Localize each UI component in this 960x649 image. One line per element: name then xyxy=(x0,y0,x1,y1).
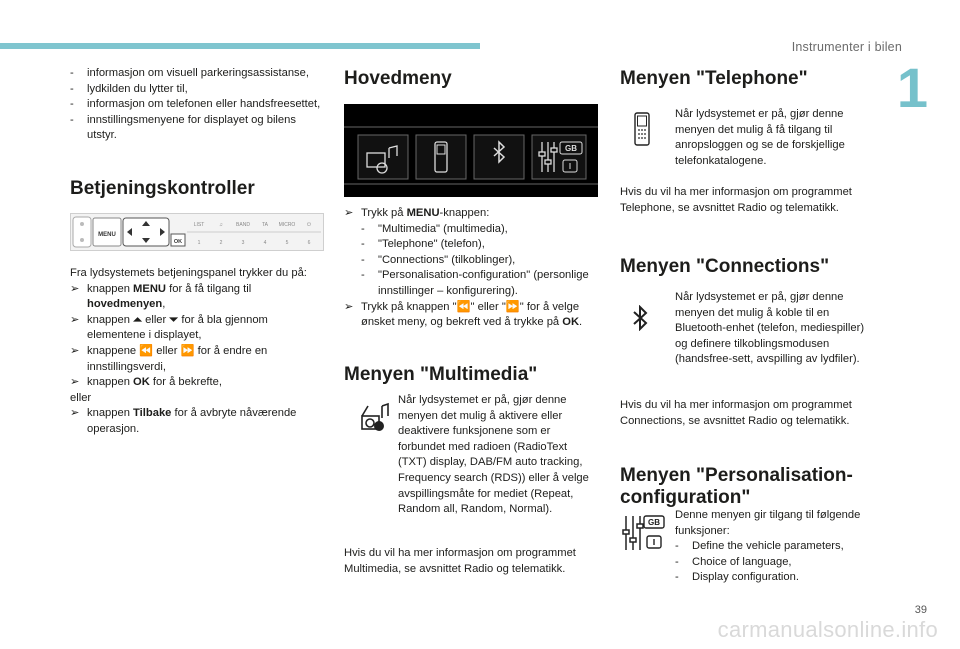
settings-icon xyxy=(622,514,666,552)
list-item: - Define the vehicle parameters, xyxy=(675,540,844,553)
controls-intro: Fra lydsystemets betjeningspanel trykker du på: xyxy=(70,267,307,279)
list-item: - informasjon om visuell parkeringsassistanse, xyxy=(70,67,309,79)
svg-text:BAND: BAND xyxy=(236,222,250,228)
list-item: - informasjon om telefonen eller handsfreesettet, xyxy=(70,98,321,111)
multimedia-body xyxy=(398,393,594,518)
personalisation-body xyxy=(675,508,875,586)
list-item: - "Telephone" (telefon), xyxy=(361,238,485,251)
personalisation-list xyxy=(675,539,875,586)
svg-text:5: 5 xyxy=(285,240,289,246)
or-text: eller xyxy=(70,391,92,404)
telephone-more-text: Hvis du vil ha mer informasjon om programmet Telephone, se avsnittet Radio og telematikk. xyxy=(620,186,852,214)
svg-text:3: 3 xyxy=(241,240,245,246)
control-panel-drawing xyxy=(71,214,323,250)
main-menu-heading: Hovedmeny xyxy=(344,68,452,89)
telephone-heading: Menyen "Telephone" xyxy=(620,68,808,89)
menu-language-badge: GB xyxy=(565,144,577,153)
multimedia-description: Når lydsystemet er på, gjør denne menyen det mulig å aktivere eller deaktivere funksjonene som er forbundet med radioen (RadioText (TXT) display, DAB/FM auto tracking, Frequency search (RDS)) eller å velge avspillingsmåte for mediet (Repeat, Random all, Random, Normal). xyxy=(398,394,589,516)
controls-heading: Betjeningskontroller xyxy=(70,178,255,199)
svg-text:TA: TA xyxy=(261,222,269,228)
connections-heading: Menyen "Connections" xyxy=(620,256,830,277)
phone-icon xyxy=(634,112,650,146)
list-item: - "Connections" (tilkoblinger), xyxy=(361,253,516,266)
list-item: ➢ knappen OK for å bekrefte, xyxy=(70,376,222,389)
multimedia-more-text: Hvis du vil ha mer informasjon om programmet Multimedia, se avsnittet Radio og telematikk. xyxy=(344,547,576,575)
list-item: - "Personalisation-configuration" (personlige innstillinger – konfigurering). xyxy=(361,269,589,297)
multimedia-icon xyxy=(360,402,390,432)
connections-more-text: Hvis du vil ha mer informasjon om programmet Connections, se avsnittet Radio og telematikk. xyxy=(620,399,852,427)
connections-description: Når lydsystemet er på, gjør denne menyen det mulig å koble til en Bluetooth-enhet (telefon, mediespiller) og definere tilkoblingsmodusen (handsfree-sett, avspilling av lydfiler). xyxy=(675,291,865,366)
watermark: carmanualsonline.info xyxy=(717,617,938,642)
list-item: ➢ Trykk på knappen "⏪" eller "⏩" for å velge ønsket meny, og bekreft ved å trykke på OK. xyxy=(344,300,583,329)
telephone-description: Når lydsystemet er på, gjør denne menyen det mulig å få tilgang til anropsloggen og se de forskjellige telefonkatalogene. xyxy=(675,108,845,167)
personalisation-heading xyxy=(620,465,853,509)
list-item: ➢ knappen ⏶ eller ⏷ for å bla gjennom elementene i displayet, xyxy=(70,313,268,342)
telephone-body xyxy=(675,107,875,169)
svg-text:4: 4 xyxy=(263,240,267,246)
list-item: - Choice of language, xyxy=(675,555,792,568)
telephone-more xyxy=(620,185,882,216)
list-item: - lydkilden du lytter til, xyxy=(70,82,188,95)
section-title: Instrumenter i bilen xyxy=(791,40,902,54)
list-item: - "Multimedia" (multimedia), xyxy=(361,222,508,235)
list-item: ➢ knappene ⏪ eller ⏩ for å endre en innstillingsverdi, xyxy=(70,344,268,373)
svg-text:6: 6 xyxy=(307,240,311,246)
personalisation-heading-line-1: Menyen "Personalisation- xyxy=(620,465,853,486)
controls-list-2 xyxy=(70,406,326,437)
svg-text:LIST: LIST xyxy=(193,222,205,228)
chapter-number: 1 xyxy=(896,56,928,119)
svg-text:2: 2 xyxy=(219,240,223,246)
personalisation-heading-line-2: configuration" xyxy=(620,487,751,508)
main-menu-instructions-2 xyxy=(344,300,600,331)
main-menu-drawing xyxy=(344,104,598,197)
controls-list xyxy=(70,282,326,391)
list-item: ➢ knappen Tilbake for å avbryte nåværende operasjon. xyxy=(70,407,297,435)
personalisation-description: Denne menyen gir tilgang til følgende funksjoner: xyxy=(675,509,861,537)
svg-text:1: 1 xyxy=(197,240,201,246)
svg-text:⏻: ⏻ xyxy=(307,222,311,228)
main-menu-text xyxy=(344,206,600,331)
multimedia-heading: Menyen "Multimedia" xyxy=(344,364,538,385)
connections-more xyxy=(620,398,882,429)
main-menu-submenus xyxy=(344,222,600,300)
control-panel-illustration xyxy=(70,213,324,251)
main-menu-instructions xyxy=(344,206,600,222)
personal-language-badge: GB xyxy=(648,518,660,527)
bluetooth-icon xyxy=(632,305,648,331)
page-number: 39 xyxy=(914,604,927,616)
column-1 xyxy=(70,66,326,144)
list-item: - Display configuration. xyxy=(675,571,799,584)
svg-text:♫: ♫ xyxy=(219,222,223,228)
panel-ok-label: OK xyxy=(173,239,183,245)
svg-text:MICRO: MICRO xyxy=(278,222,296,228)
panel-menu-label: MENU xyxy=(98,232,116,238)
header-accent-bar xyxy=(0,43,480,49)
connections-body xyxy=(675,290,875,368)
list-item: ➢ Trykk på MENU-knappen: xyxy=(344,207,490,219)
controls-text xyxy=(70,266,326,438)
list-item: - innstillingsmenyene for displayet og bilens utstyr. xyxy=(70,113,296,142)
main-menu-screen xyxy=(344,104,598,197)
multimedia-more xyxy=(344,546,600,577)
list-item: ➢ knappen MENU for å få tilgang til hovedmenyen, xyxy=(70,282,252,311)
intro-list xyxy=(70,66,326,144)
